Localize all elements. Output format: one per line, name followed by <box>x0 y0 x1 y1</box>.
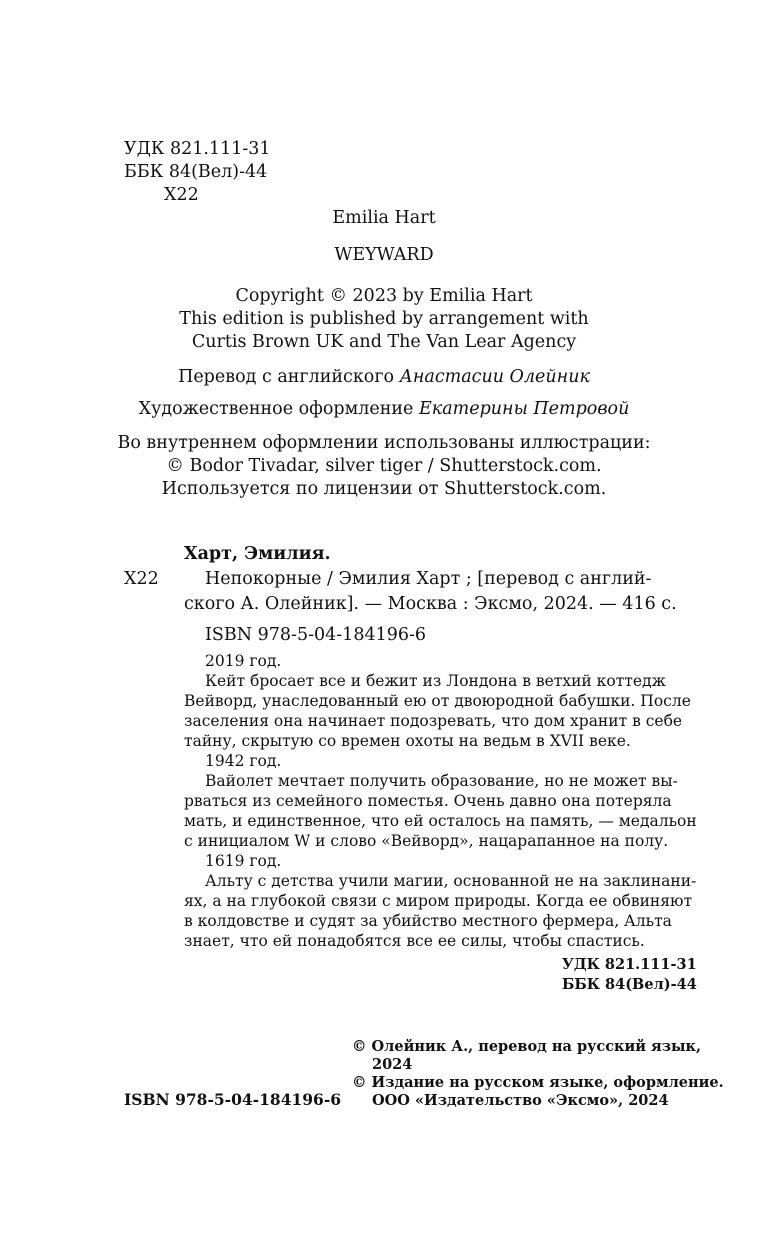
illustrations-note: Во внутреннем оформлении использованы иллюстрации: <box>117 433 651 453</box>
design-label: Художественное оформление <box>138 399 414 419</box>
footer-copyright-edition: © Издание на русском языке, оформление. <box>352 1074 724 1091</box>
footer-copyright-translation: © Олейник А., перевод на русский язык, <box>352 1038 702 1055</box>
copyright-line: This edition is published by arrangement with <box>179 309 589 329</box>
bottom-udk-code: УДК 821.111-31 <box>562 956 697 973</box>
annotation-line: ях, а на глубокой связи с миром природы. Когда ее обвиняют <box>184 892 693 910</box>
annotation-line: рваться из семейного поместья. Очень давно она потеряла <box>184 792 672 810</box>
catalog-mark: Х22 <box>124 569 159 589</box>
annotation-line: Альту с детства учили магии, основанной не на заклинани- <box>205 872 697 890</box>
annotation-line: Кейт бросает все и бежит из Лондона в ветхий коттедж <box>205 672 666 690</box>
translator-name: Анастасии Олейник <box>399 367 590 387</box>
bbk-code: ББК 84(Вел)-44 <box>124 162 268 182</box>
annotation-line: с инициалом W и слово «Вейворд», нацарапанное на полу. <box>184 832 669 850</box>
illustrations-note: © Bodor Tivadar, silver tiger / Shutterstock.com. <box>166 456 602 476</box>
design-credit <box>0 398 768 420</box>
copyright-line: Curtis Brown UK and The Van Lear Agency <box>191 332 577 352</box>
bottom-bbk-code: ББК 84(Вел)-44 <box>562 976 697 993</box>
annotation-line: в колдовстве и судят за убийство местного фермера, Альта <box>184 912 672 930</box>
illustrations-note: Используется по лицензии от Shutterstock.com. <box>161 479 607 499</box>
translation-label: Перевод с английского <box>178 367 395 387</box>
footer-copyright-edition: ООО «Издательство «Эксмо», 2024 <box>372 1092 669 1109</box>
original-author: Emilia Hart <box>332 208 436 228</box>
designer-name: Екатерины Петровой <box>418 399 630 419</box>
catalog-isbn: ISBN 978-5-04-184196-6 <box>205 625 427 645</box>
annotation-line: заселения она начинает подозревать, что дом хранит в себе <box>184 712 683 730</box>
udk-code: УДК 821.111-31 <box>124 139 271 159</box>
annotation-line: знает, что ей понадобятся все ее силы, чтобы спастись. <box>184 932 645 950</box>
annotation-line: тайну, скрытую со времен охоты на ведьм в XVII веке. <box>184 732 631 750</box>
catalog-description: ского А. Олейник]. — Москва : Эксмо, 2024. — 416 с. <box>184 594 677 614</box>
original-title: WEYWARD <box>334 245 434 265</box>
annotation-line: Вайолет мечтает получить образование, но не может вы- <box>205 772 678 790</box>
annotation-line: 1619 год. <box>205 852 282 870</box>
copyright-line: Copyright © 2023 by Emilia Hart <box>235 286 533 306</box>
author-mark: Х22 <box>164 185 199 205</box>
footer-copyright-translation: 2024 <box>372 1056 413 1073</box>
annotation-line: мать, и единственное, что ей осталось на память, — медальон <box>184 812 697 830</box>
annotation-line: 1942 год. <box>205 752 282 770</box>
translation-credit <box>0 366 768 388</box>
annotation-line: 2019 год. <box>205 652 282 670</box>
catalog-heading: Харт, Эмилия. <box>184 544 331 564</box>
catalog-description: Непокорные / Эмилия Харт ; [перевод с англий- <box>205 569 652 589</box>
footer-isbn: ISBN 978-5-04-184196-6 <box>124 1090 342 1109</box>
annotation-line: Вейворд, унаследованный ею от двоюродной бабушки. После <box>184 692 691 710</box>
